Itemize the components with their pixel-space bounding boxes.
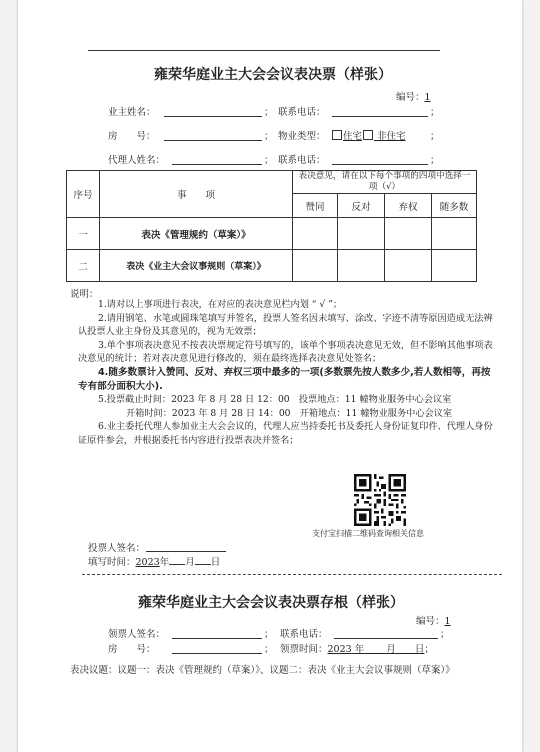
non-residential-label: 非住宅 bbox=[377, 131, 406, 142]
row-no: 二 bbox=[67, 250, 100, 282]
notes bbox=[78, 298, 496, 448]
property-type-options bbox=[332, 128, 406, 142]
fill-date bbox=[88, 554, 220, 568]
room-label: 房 号： bbox=[108, 131, 156, 142]
receive-time: 领票时间：2023 年 月 日； bbox=[280, 644, 434, 655]
sep: ； bbox=[264, 155, 274, 166]
month-unit: 月 bbox=[185, 557, 195, 568]
col-no-header: 序号 bbox=[67, 171, 100, 218]
phone-field[interactable] bbox=[332, 116, 428, 117]
vote-cell-majority[interactable] bbox=[432, 218, 477, 250]
note-3: 3.单个事项表决意见不按表决票规定符号填写的，该单个事项表决意见无效，但不影响其他事项表决意见的统计；若对表决意见进行修改的，须在最终选择表决意见处签名； bbox=[78, 339, 493, 365]
col-opinion-header: 表决意见，请在以下每个事项的四项中选择一项（√） bbox=[293, 171, 477, 194]
proxy-name-field[interactable] bbox=[172, 164, 262, 165]
vote-cell-agree[interactable] bbox=[293, 218, 338, 250]
qr-caption: 支付宝扫描二维码查询相关信息 bbox=[312, 529, 424, 538]
vote-cell-majority[interactable] bbox=[432, 250, 477, 282]
stub-title: 雍荣华庭业主大会会议表决票存根（样张） bbox=[138, 595, 404, 611]
residential-checkbox[interactable] bbox=[332, 130, 342, 140]
vote-cell-oppose[interactable] bbox=[338, 250, 385, 282]
tear-line bbox=[82, 574, 502, 575]
sep: ； bbox=[264, 131, 274, 142]
note-5a: 5.投票截止时间：2023 年 8 月 28 日 12：00 投票地点：11 幢物业服务中心会议室 bbox=[98, 394, 452, 406]
voting-table bbox=[66, 170, 477, 282]
month-field[interactable] bbox=[169, 555, 185, 565]
stub-serial-value: 1 bbox=[444, 616, 451, 627]
stub-phone-label: 联系电话： bbox=[280, 629, 328, 640]
option-agree: 赞同 bbox=[293, 194, 338, 218]
row-item: 表决《管理规约（草案）》 bbox=[100, 218, 293, 250]
proxy-name-label: 代理人姓名： bbox=[108, 155, 166, 166]
receiver-signature-label: 领票人签名： bbox=[108, 629, 166, 640]
stub-topics: 表决议题：议题一：表决《管理规约（草案）》、议题二：表决《业主大会议事规则（草案）》 bbox=[70, 665, 455, 676]
col-item-header: 事 项 bbox=[100, 171, 293, 218]
property-type-label: 物业类型： bbox=[278, 131, 326, 142]
day-unit: 日 bbox=[210, 557, 221, 568]
fill-date-year: 2023 bbox=[135, 557, 160, 568]
stub-room-field[interactable] bbox=[172, 653, 262, 654]
room-field[interactable] bbox=[164, 140, 262, 141]
table-row bbox=[67, 250, 477, 282]
row-item: 表决《业主大会议事规则（草案）》 bbox=[100, 250, 293, 282]
sep: ； bbox=[264, 629, 274, 640]
note-2: 2.请用钢笔、水笔或圆珠笔填写并签名，投票人签名因未填写、涂改、字迹不清等原因造成无法辨认投票人业主身份及其意见的，视为无效票； bbox=[78, 312, 493, 338]
vote-cell-abstain[interactable] bbox=[385, 250, 432, 282]
vote-cell-oppose[interactable] bbox=[338, 218, 385, 250]
notes-heading: 说明： bbox=[70, 289, 99, 300]
stub-phone-field[interactable] bbox=[334, 638, 438, 639]
voter-signature-label: 投票人签名： bbox=[88, 543, 146, 554]
non-residential-checkbox[interactable] bbox=[363, 130, 373, 140]
top-rule bbox=[88, 50, 440, 51]
sep: ； bbox=[430, 131, 440, 142]
ballot-title: 雍荣华庭业主大会会议表决票（样张） bbox=[154, 67, 392, 83]
row-no: 一 bbox=[67, 218, 100, 250]
table-row bbox=[67, 218, 477, 250]
ballot-page bbox=[18, 0, 522, 752]
proxy-phone-field[interactable] bbox=[332, 164, 428, 165]
serial-value: 1 bbox=[424, 92, 431, 103]
option-oppose: 反对 bbox=[338, 194, 385, 218]
receiver-signature-field[interactable] bbox=[172, 638, 262, 639]
vote-cell-agree[interactable] bbox=[293, 250, 338, 282]
note-5b: 开箱时间：2023 年 8 月 28 日 14：00 开箱地点：11 幢物业服务中心会议室 bbox=[126, 407, 453, 419]
option-abstain: 弃权 bbox=[385, 194, 432, 218]
option-majority: 随多数 bbox=[432, 194, 477, 218]
receive-time-label: 领票时间： bbox=[280, 644, 328, 655]
owner-name-label: 业主姓名： bbox=[108, 107, 156, 118]
sep: ； bbox=[430, 155, 440, 166]
owner-name-field[interactable] bbox=[164, 116, 262, 117]
stub-serial-label: 编号：1 bbox=[416, 616, 451, 627]
note-4 bbox=[78, 366, 496, 393]
sep: ； bbox=[440, 629, 450, 640]
note-4-text: 4.随多数票计入赞同、反对、弃权三项中最多的一项(多数票先按人数多少,若人数相等，再按专有部分面积大小). bbox=[78, 366, 491, 392]
fill-date-label: 填写时间： bbox=[88, 557, 136, 568]
day-field[interactable] bbox=[195, 555, 211, 565]
sep: ； bbox=[430, 107, 440, 118]
note-6: 6.业主委托代理人参加业主大会会议的，代理人应当持委托书及委托人身份证复印件、代理人身份证原件参会，并根据委托书内容进行投票表决并签名； bbox=[78, 421, 493, 446]
serial-label: 编号：1 bbox=[396, 92, 431, 103]
sep: ； bbox=[264, 107, 274, 118]
vote-cell-abstain[interactable] bbox=[385, 218, 432, 250]
stub-room-label: 房 号： bbox=[108, 644, 156, 655]
year-unit: 年 bbox=[159, 557, 170, 568]
receive-time-value[interactable]: 2023 年 月 日 bbox=[327, 644, 425, 655]
sep: ； bbox=[264, 644, 274, 655]
phone-label: 联系电话： bbox=[278, 107, 326, 118]
voter-signature-field[interactable] bbox=[146, 551, 226, 552]
note-1: 1.请对以上事项进行表决，在对应的表决意见栏内划 “ √ ”； bbox=[98, 299, 343, 310]
qr-code-icon bbox=[354, 474, 406, 526]
residential-label: 住宅 bbox=[343, 131, 363, 142]
proxy-phone-label: 联系电话： bbox=[278, 155, 326, 166]
